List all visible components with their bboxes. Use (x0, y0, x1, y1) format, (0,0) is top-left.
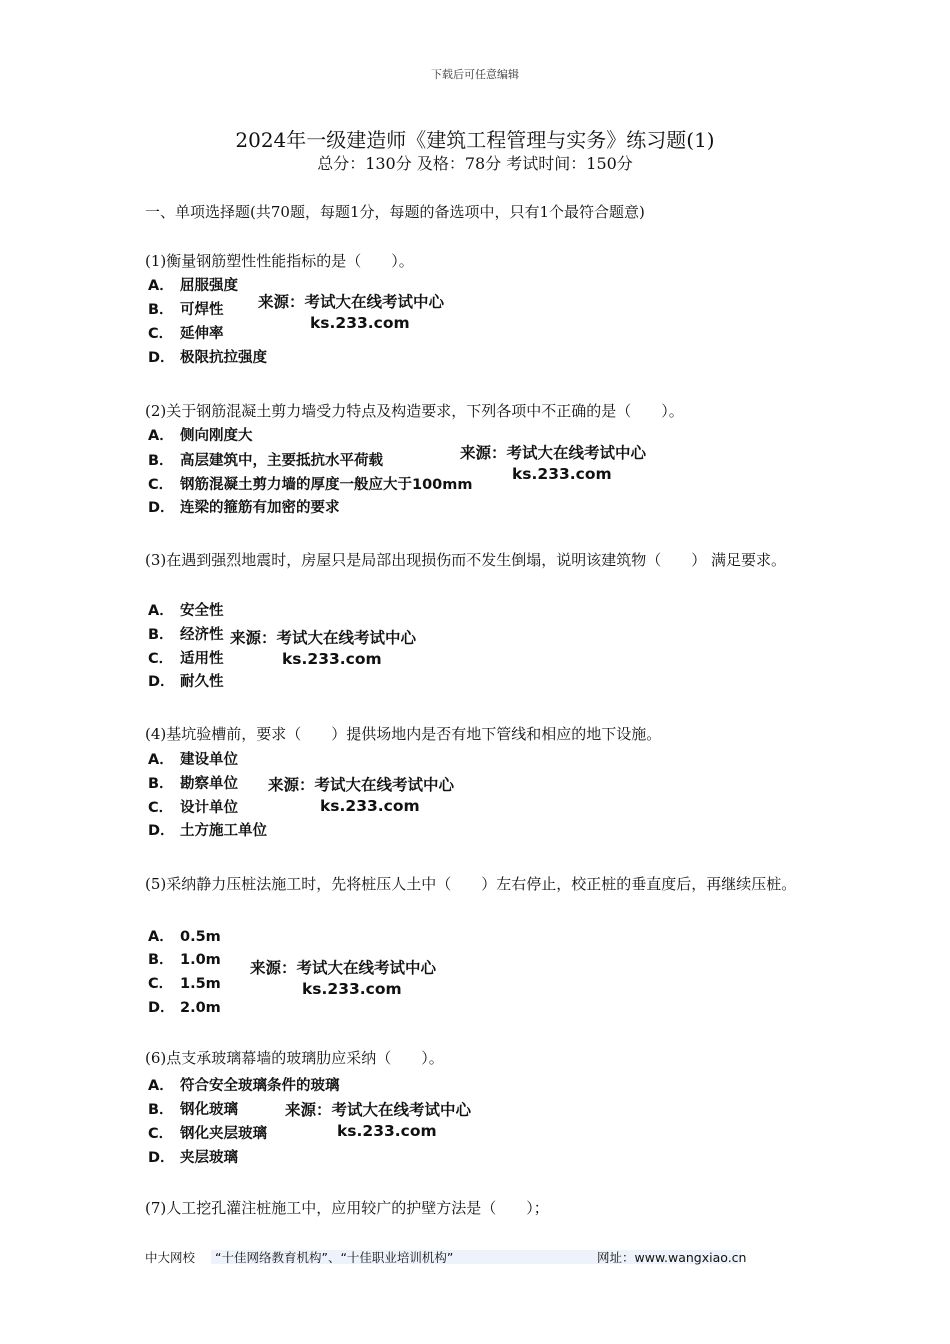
option-1a: A． 屈服强度 (148, 278, 238, 294)
question-1: (1)衡量钢筋塑性性能指标的是（ ）。 (145, 252, 414, 270)
question-2: (2)关于钢筋混凝土剪力墙受力特点及构造要求，下列各项中不正确的是（ ）。 (145, 402, 684, 420)
option-4c: C． 设计单位 (148, 800, 238, 816)
page-footer (145, 1248, 745, 1268)
source-watermark: 来源：考试大在线考试中心 ks.233.com (230, 629, 417, 668)
footer-slogan: “十佳网络教育机构”、“十佳职业培训机构” (215, 1250, 454, 1265)
source-watermark: 来源：考试大在线考试中心 ks.233.com (258, 293, 445, 332)
option-3d: D． 耐久性 (148, 674, 224, 690)
option-5b: B． 1.0m (148, 952, 221, 968)
option-2c: C． 钢筋混凝土剪力墙的厚度一般应大于100mm (148, 477, 473, 493)
option-4d: D． 土方施工单位 (148, 823, 267, 839)
option-1c: C． 延伸率 (148, 326, 224, 342)
option-2d: D． 连梁的箍筋有加密的要求 (148, 500, 340, 516)
option-1b: B． 可焊性 (148, 302, 224, 318)
option-5d: D． 2.0m (148, 1000, 221, 1016)
option-5a: A． 0.5m (148, 929, 221, 945)
option-6c: C． 钢化夹层玻璃 (148, 1126, 267, 1142)
option-6d: D． 夹层玻璃 (148, 1150, 238, 1166)
option-3c: C． 适用性 (148, 651, 224, 667)
question-6: (6)点支承玻璃幕墙的玻璃肋应采纳（ ）。 (145, 1049, 444, 1067)
option-4a: A． 建设单位 (148, 752, 238, 768)
page-title: 2024年一级建造师《建筑工程管理与实务》练习题(1) (235, 128, 715, 152)
source-watermark: 来源：考试大在线考试中心 ks.233.com (460, 444, 647, 483)
footer-website: 网址：www.wangxiao.cn (597, 1250, 747, 1265)
option-3b: B． 经济性 (148, 627, 224, 643)
option-6a: A． 符合安全玻璃条件的玻璃 (148, 1078, 340, 1094)
option-3a: A． 安全性 (148, 603, 224, 619)
question-7: (7)人工挖孔灌注桩施工中，应用较广的护壁方法是（ ）； (145, 1199, 549, 1217)
option-6b: B． 钢化玻璃 (148, 1102, 238, 1118)
footer-school: 中大网校 (145, 1250, 196, 1265)
exam-info: 总分：130分 及格：78分 考试时间：150分 (317, 154, 633, 173)
question-3: (3)在遇到强烈地震时，房屋只是局部出现损伤而不发生倒塌，说明该建筑物（ ） 满足要求。 (145, 551, 787, 569)
option-2b: B． 高层建筑中，主要抵抗水平荷载 (148, 453, 383, 469)
option-5c: C． 1.5m (148, 976, 221, 992)
top-note: 下载后可任意编辑 (431, 68, 519, 81)
option-1d: D． 极限抗拉强度 (148, 350, 267, 366)
section-heading: 一、单项选择题(共70题，每题1分，每题的备选项中，只有1个最符合题意) (145, 203, 645, 221)
source-watermark: 来源：考试大在线考试中心 ks.233.com (285, 1101, 472, 1140)
option-2a: A． 侧向刚度大 (148, 428, 253, 444)
option-4b: B． 勘察单位 (148, 776, 238, 792)
source-watermark: 来源：考试大在线考试中心 ks.233.com (268, 776, 455, 815)
source-watermark: 来源：考试大在线考试中心 ks.233.com (250, 959, 437, 998)
question-4: (4)基坑验槽前，要求（ ）提供场地内是否有地下管线和相应的地下设施。 (145, 725, 662, 743)
question-5: (5)采纳静力压桩法施工时，先将桩压人土中（ ）左右停止，校正桩的垂直度后，再继续压桩。 (145, 875, 797, 893)
